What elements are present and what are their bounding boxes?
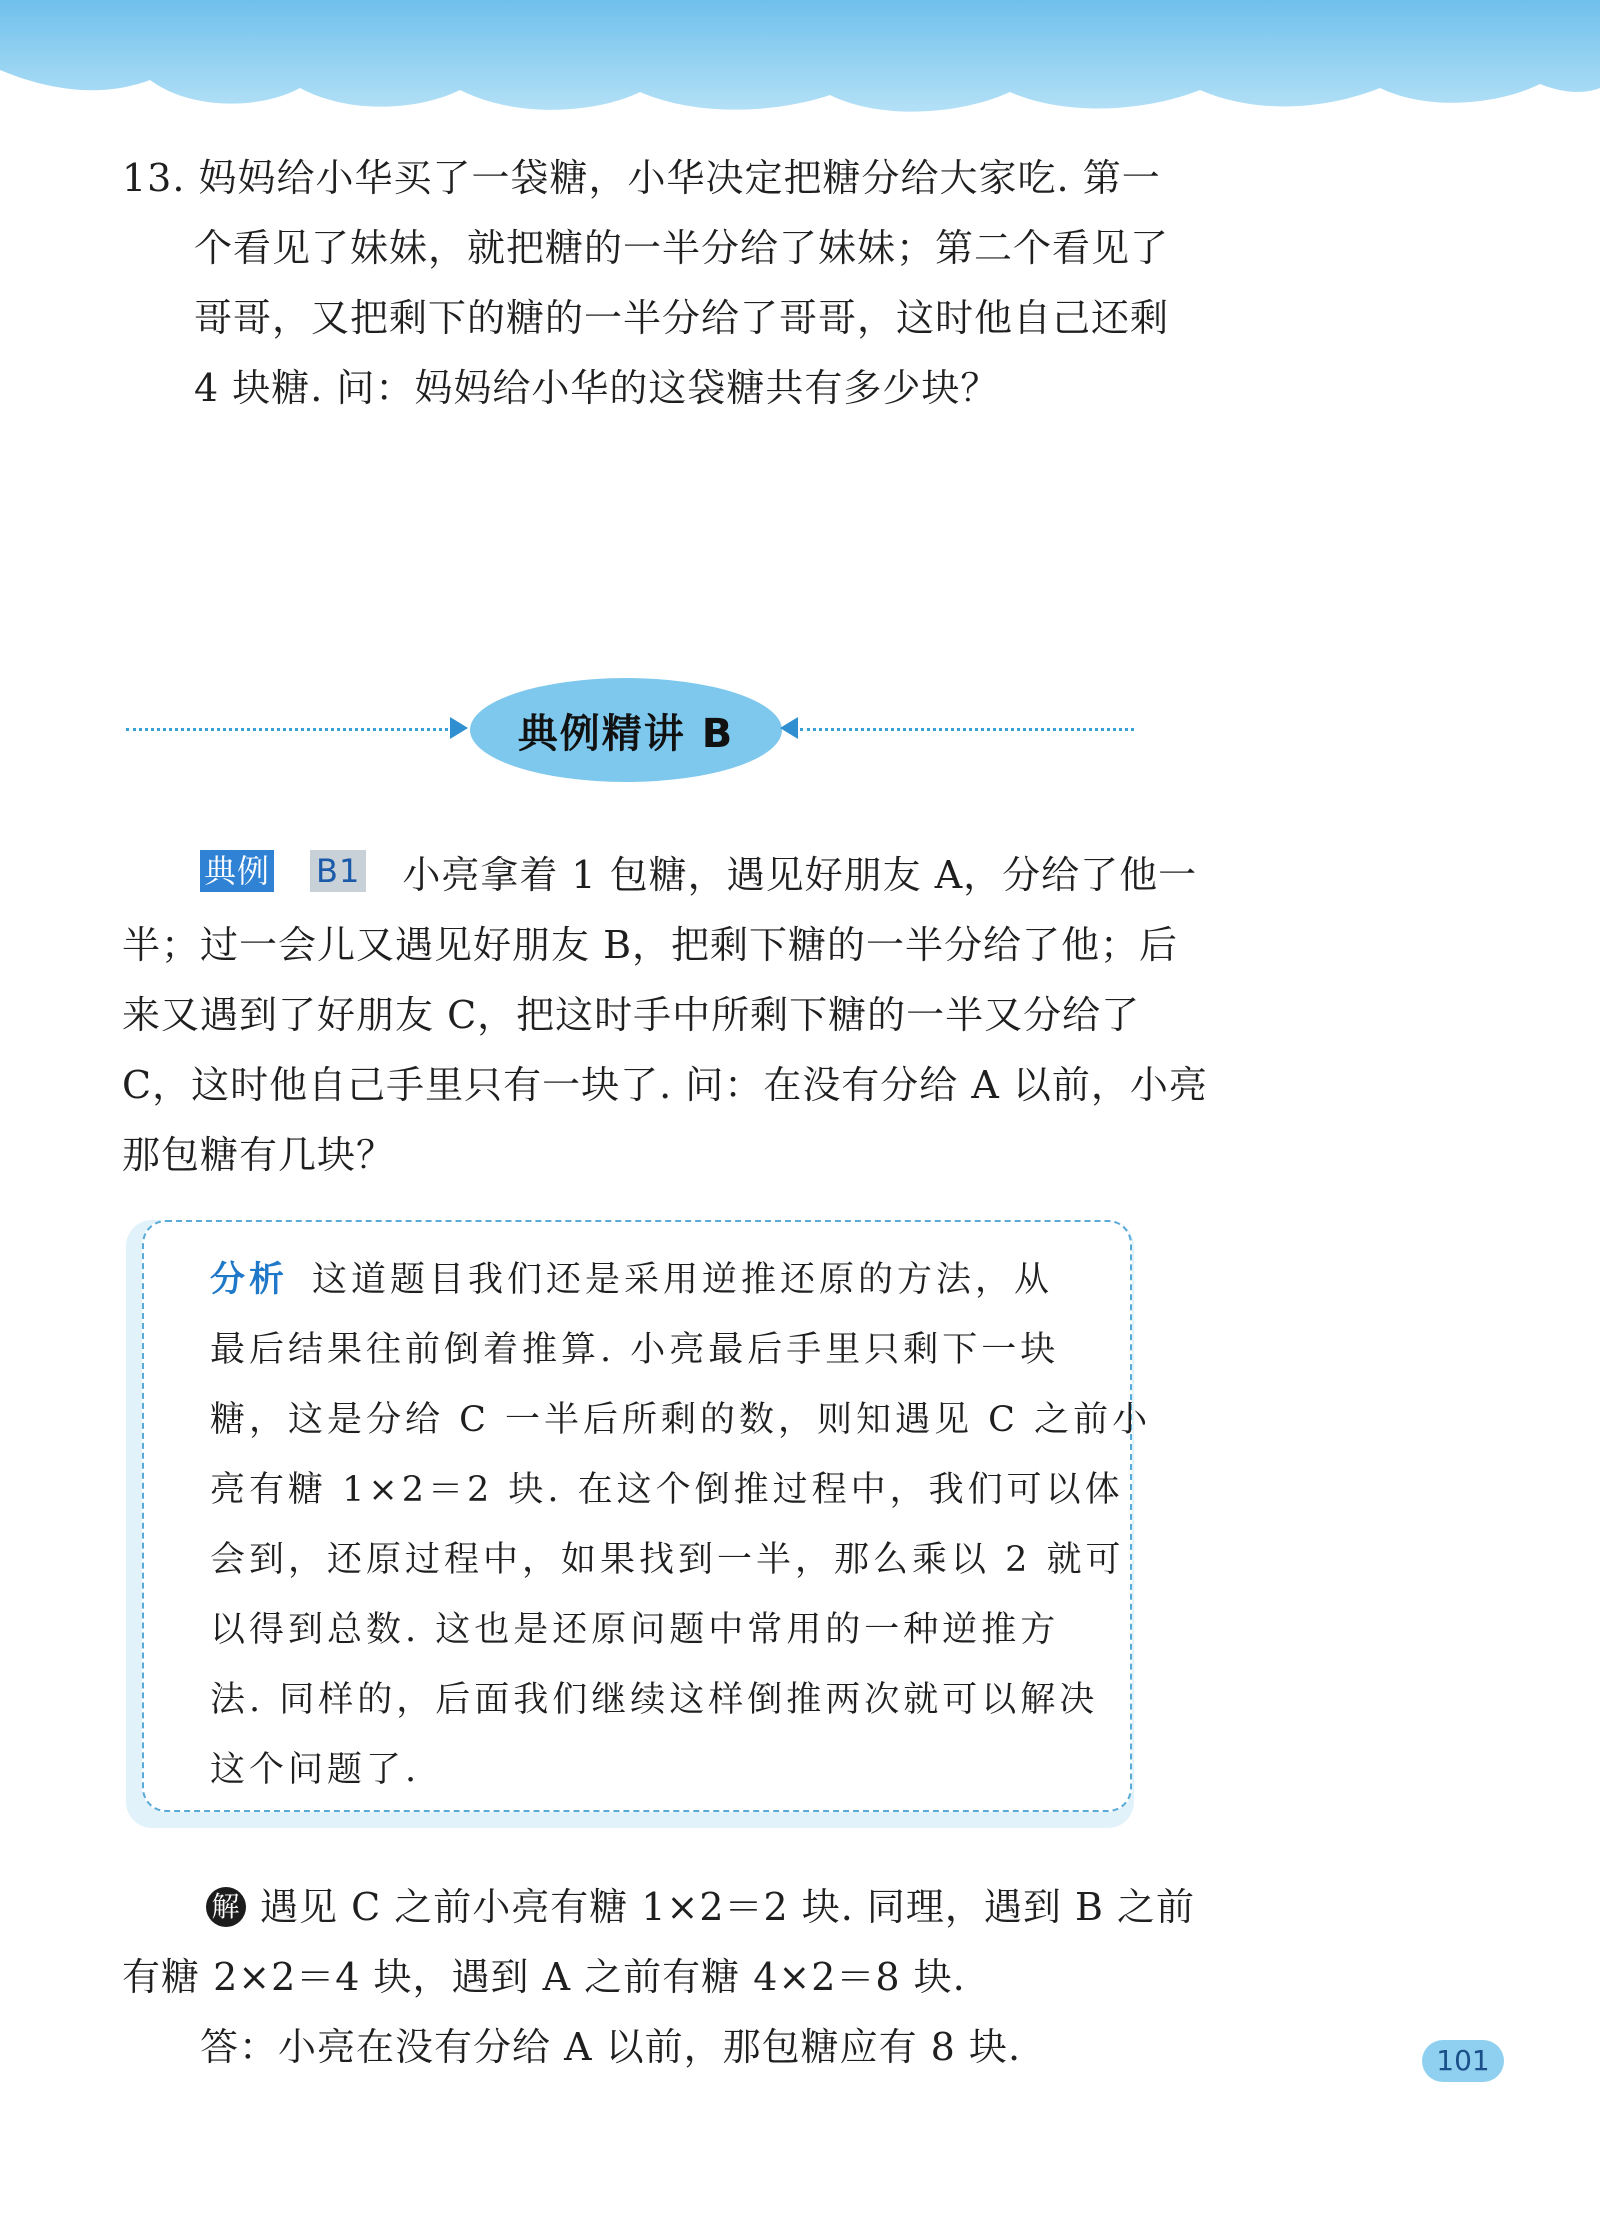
example-line-2: 半；过一会儿又遇见好朋友 B，把剩下糖的一半分给了他；后	[122, 923, 1179, 967]
sky-cloud-header	[0, 0, 1600, 130]
example-line-3: 来又遇到了好朋友 C，把这时手中所剩下糖的一半又分给了	[122, 993, 1141, 1037]
analysis-text	[210, 1246, 1152, 1806]
analysis-label: 分析	[210, 1260, 289, 1300]
solution-text-1: 遇见 C 之前小亮有糖 1×2＝2 块. 同理，遇到 B 之前	[260, 1885, 1196, 1929]
solution	[122, 1872, 1196, 2082]
problem-13-line-2: 个看见了妹妹，就把糖的一半分给了妹妹；第二个看见了	[194, 226, 1170, 270]
analysis-line-7: 法. 同样的，后面我们继续这样倒推两次就可以解决	[210, 1680, 1099, 1720]
example-tag-number: B1	[310, 850, 366, 892]
arrow-left-icon	[780, 717, 798, 739]
example-b1	[122, 840, 1208, 1190]
analysis-line-5: 会到，还原过程中，如果找到一半，那么乘以 2 就可	[210, 1540, 1125, 1580]
analysis-text-1: 这道题目我们还是采用逆推还原的方法，从	[312, 1260, 1054, 1300]
analysis-line-8: 这个问题了.	[210, 1750, 421, 1790]
example-line-4: C，这时他自己手里只有一块了. 问：在没有分给 A 以前，小亮	[122, 1063, 1208, 1107]
solution-line-1	[122, 1872, 1196, 1942]
problem-13-line-1	[122, 143, 1161, 213]
example-tag: 典例	[200, 850, 274, 892]
answer-line: 答：小亮在没有分给 A 以前，那包糖应有 8 块.	[200, 2025, 1022, 2069]
problem-number: 13.	[122, 156, 186, 200]
solution-line-2: 有糖 2×2＝4 块，遇到 A 之前有糖 4×2＝8 块.	[122, 1955, 966, 1999]
problem-text: 妈妈给小华买了一袋糖，小华决定把糖分给大家吃. 第一	[198, 156, 1161, 200]
problem-13-line-4: 4 块糖. 问：妈妈给小华的这袋糖共有多少块？	[194, 366, 1000, 410]
arrow-right-icon	[450, 717, 468, 739]
example-line-5: 那包糖有几块？	[122, 1133, 396, 1177]
analysis-line-3: 糖，这是分给 C 一半后所剩的数，则知遇见 C 之前小	[210, 1400, 1152, 1440]
section-divider-right	[800, 728, 1134, 731]
analysis-line-6: 以得到总数. 这也是还原问题中常用的一种逆推方	[210, 1610, 1060, 1650]
problem-13	[122, 143, 1170, 423]
problem-13-line-3: 哥哥，又把剩下的糖的一半分给了哥哥，这时他自己还剩	[194, 296, 1170, 340]
section-banner: 典例精讲 B	[470, 678, 782, 782]
example-text-1: 小亮拿着 1 包糖，遇见好朋友 A，分给了他一	[402, 853, 1198, 897]
section-divider-left	[126, 728, 448, 731]
analysis-line-1	[210, 1246, 1130, 1316]
analysis-line-2: 最后结果往前倒着推算. 小亮最后手里只剩下一块	[210, 1330, 1060, 1370]
solution-icon: 解	[206, 1887, 246, 1927]
example-line-1	[122, 840, 1198, 910]
analysis-line-4: 亮有糖 1×2＝2 块. 在这个倒推过程中，我们可以体	[210, 1470, 1124, 1510]
page-number: 101	[1422, 2040, 1504, 2082]
